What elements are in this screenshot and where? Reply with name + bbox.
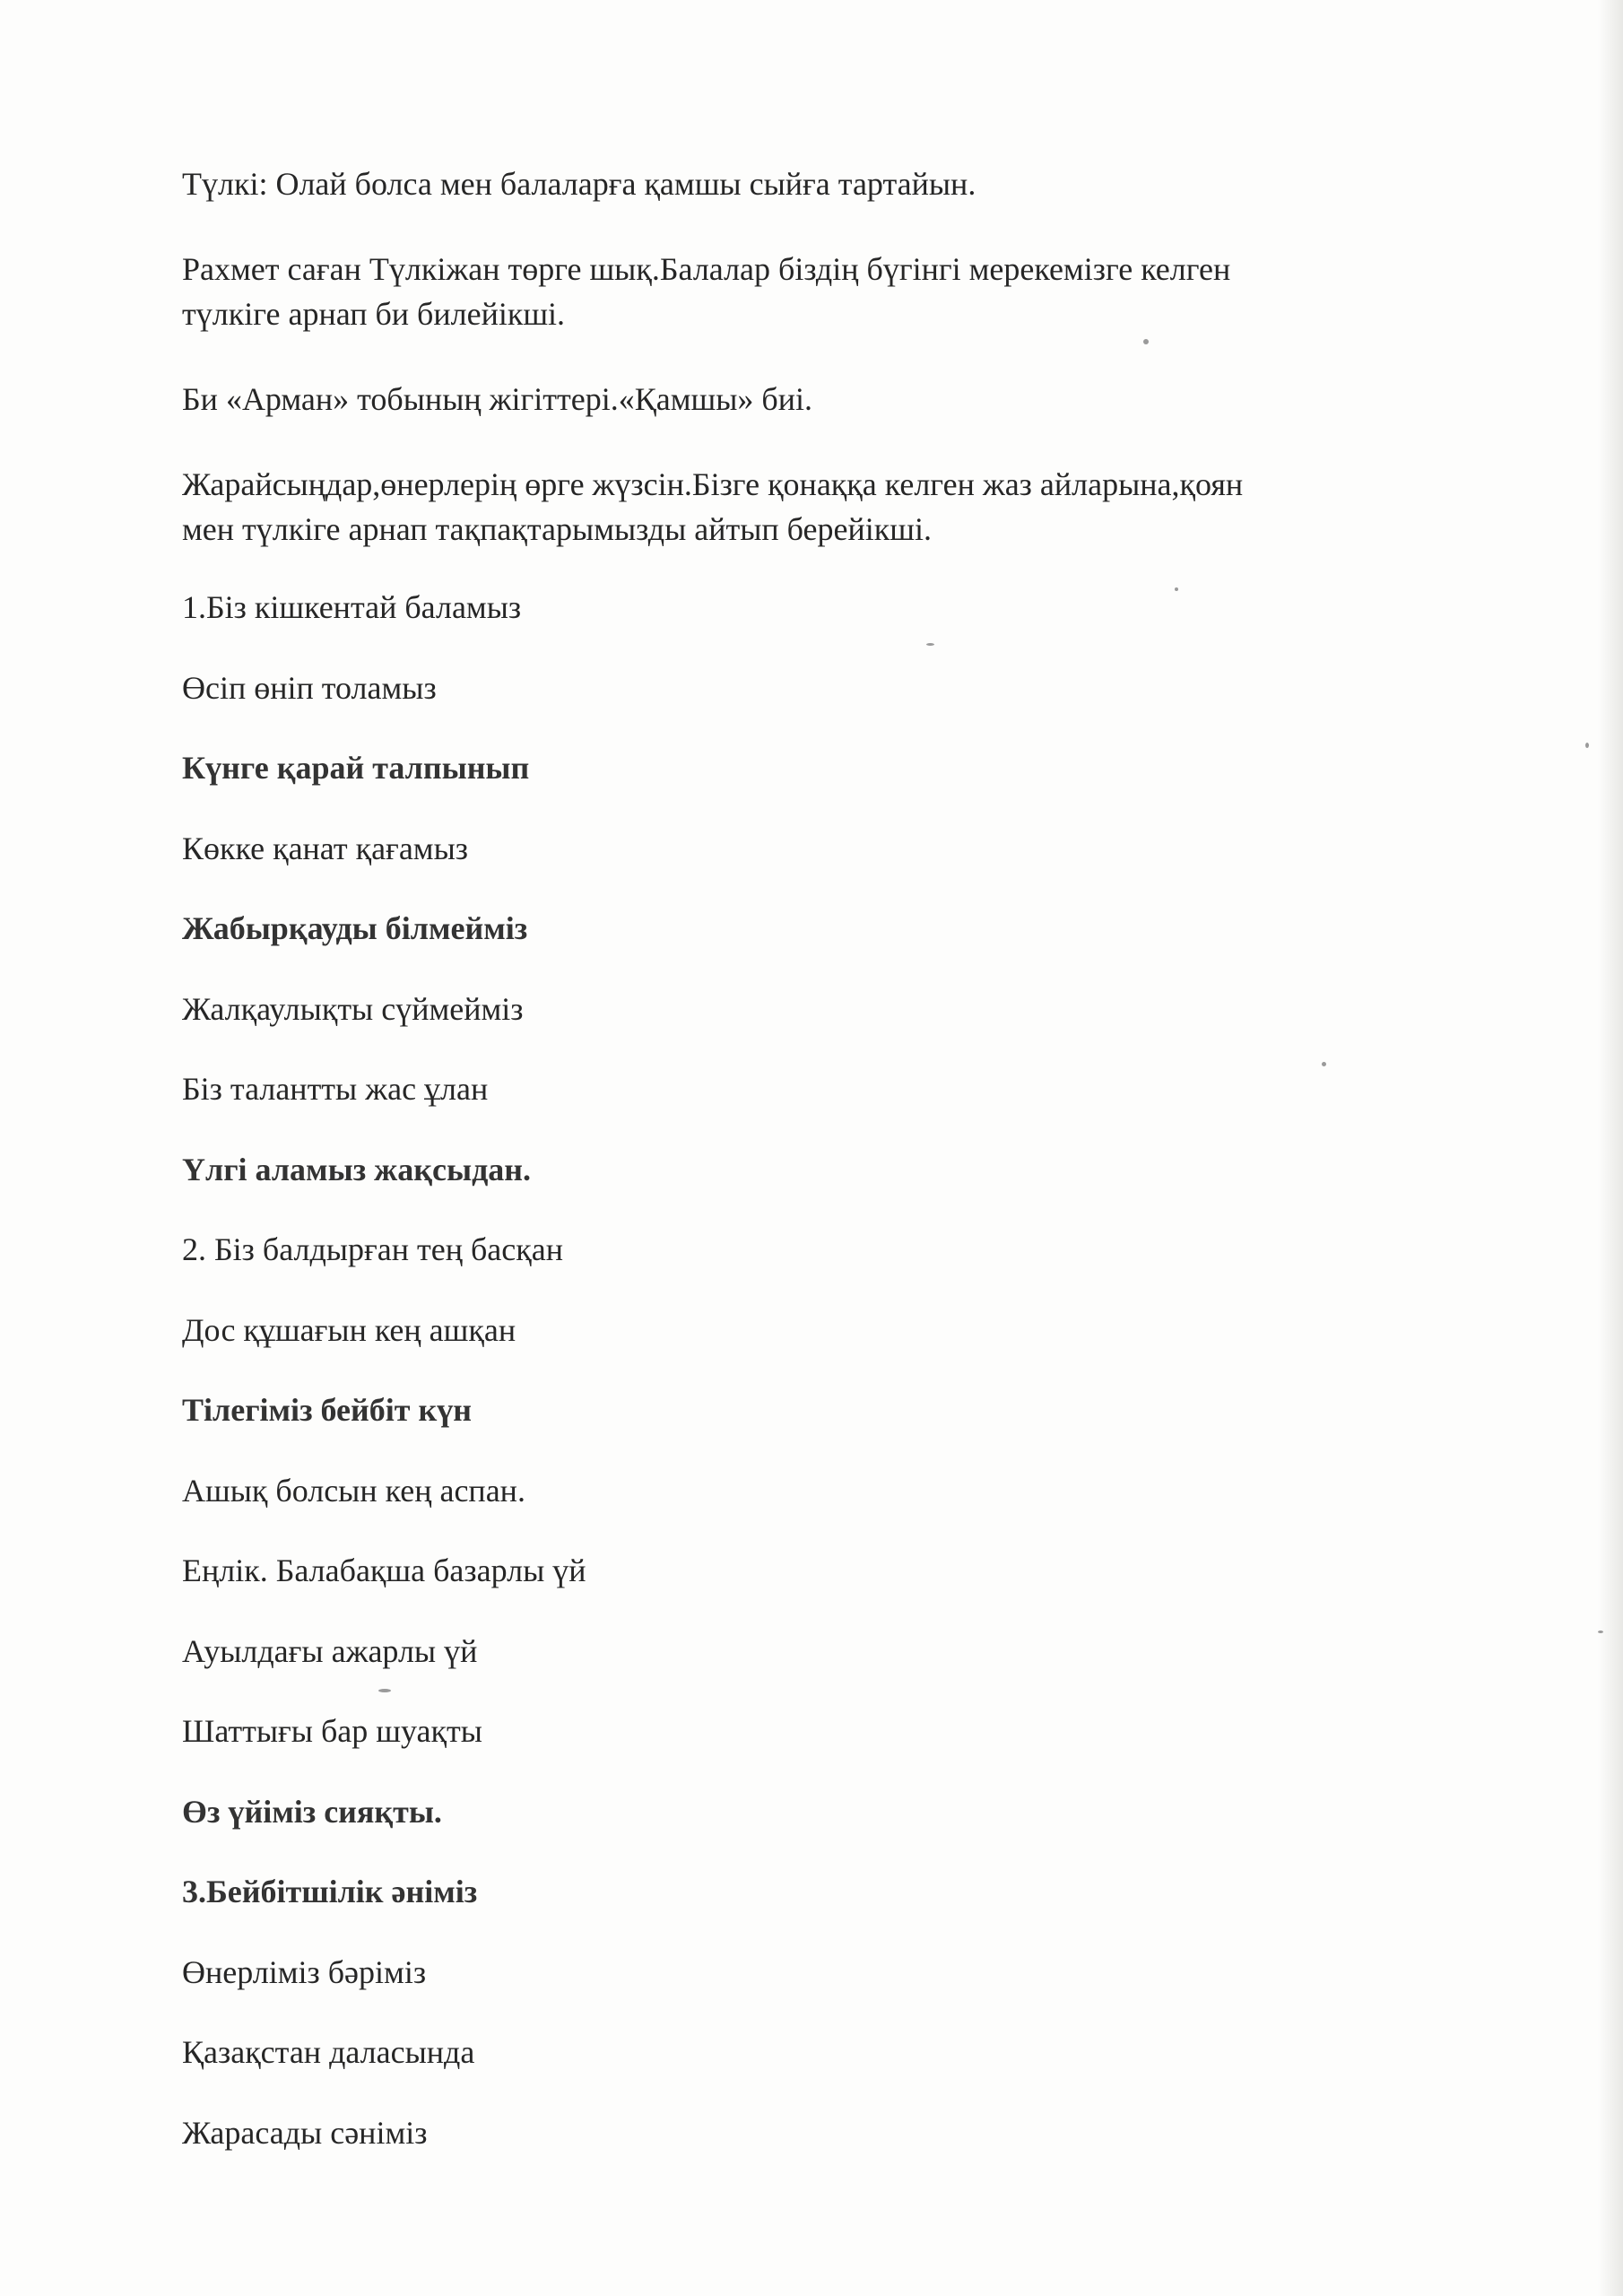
dance-announcement-text: Би «Арман» тобының жігіттері.«Қамшы» биі. — [182, 381, 813, 417]
poem-verses — [182, 585, 1473, 2190]
dance-announcement — [182, 377, 1473, 422]
verse-line: 2. Біз балдырған тең басқан — [182, 1231, 563, 1267]
verse-line: Жарасады сәніміз — [182, 2114, 428, 2151]
verse-line: Дос құшағын кең ашқан — [182, 1311, 516, 1348]
thanks-line-1: Рахмет саған Түлкіжан төрге шық.Балалар біздің бүгінгі мерекемізге келген — [182, 251, 1231, 287]
praise-paragraph — [182, 462, 1473, 552]
fox-line — [182, 161, 1473, 206]
scan-speck — [1598, 1631, 1603, 1633]
fox-line-text: Түлкі: Олай болса мен балаларға қамшы сыйға тартайын. — [182, 166, 976, 202]
document-body — [182, 161, 1473, 2190]
verse-line: 1.Біз кішкентай баламыз — [182, 589, 522, 625]
verse-line: Жабырқауды білмейміз — [182, 910, 528, 946]
verse-line: Тілегіміз бейбіт күн — [182, 1392, 472, 1428]
verse-line: Шаттығы бар шуақты — [182, 1713, 482, 1749]
verse-line: Ашық болсын кең аспан. — [182, 1472, 525, 1509]
verse-line: Өз үйіміз сияқты. — [182, 1793, 442, 1830]
praise-line-2: мен түлкіге арнап тақпақтарымызды айтып берейікші. — [182, 511, 932, 547]
verse-line: Жалқаулықты сүймейміз — [182, 990, 524, 1027]
praise-line-1: Жарайсыңдар,өнерлерің өрге жүзсін.Бізге қонаққа келген жаз айларына,қоян — [182, 466, 1244, 502]
verse-line: Еңлік. Балабақша базарлы үй — [182, 1552, 586, 1588]
verse-line: Көкке қанат қағамыз — [182, 830, 468, 866]
verse-line: Қазақстан даласында — [182, 2034, 475, 2070]
verse-line: Біз талантты жас ұлан — [182, 1071, 489, 1107]
verse-line: Ауылдағы ажарлы үй — [182, 1632, 478, 1669]
verse-line: 3.Бейбітшілік әніміз — [182, 1874, 478, 1909]
verse-line: Өнерліміз бәріміз — [182, 1953, 427, 1990]
verse-line: Үлгі аламыз жақсыдан. — [182, 1151, 532, 1187]
scan-shadow-edge — [1598, 0, 1623, 2296]
verse-line: Күнге қарай талпынып — [182, 750, 530, 786]
scan-speck — [1585, 743, 1589, 748]
verse-line: Өсіп өніп толамыз — [182, 669, 437, 706]
thanks-line-2: түлкіге арнап би билейікші. — [182, 296, 566, 332]
thanks-paragraph — [182, 247, 1473, 336]
